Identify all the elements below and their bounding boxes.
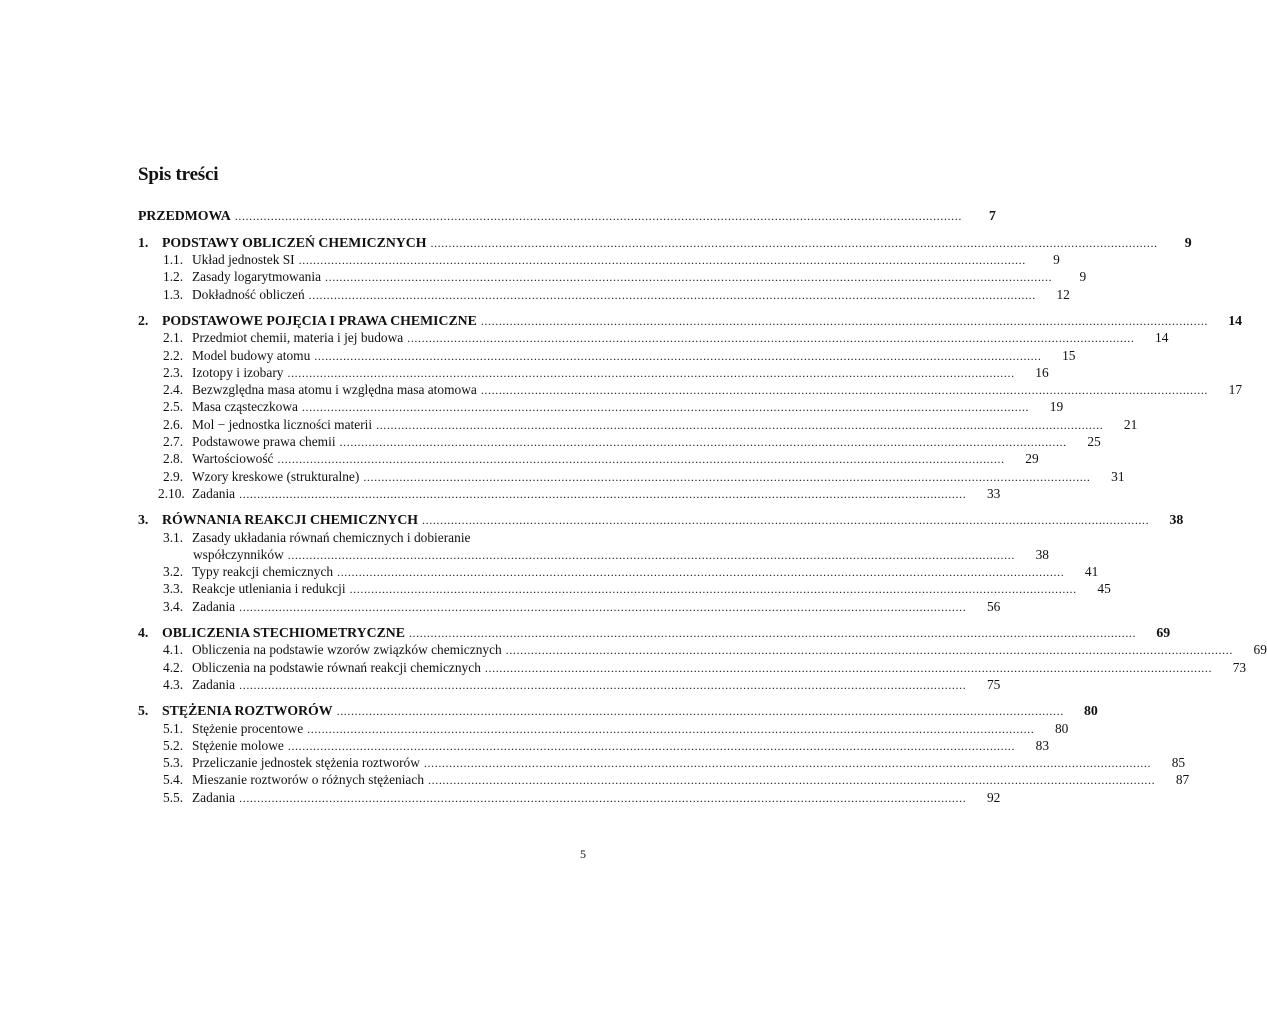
toc-section-entry[interactable] (138, 468, 1125, 485)
chapter-list (138, 224, 1267, 806)
leader-dots (288, 738, 1015, 755)
section-title: Podstawowe prawa chemii (192, 434, 336, 450)
chapter-page: 38 (1169, 512, 1184, 528)
leader-dots (239, 599, 966, 616)
page-title: Spis treści (138, 164, 219, 185)
leader-dots (314, 348, 1041, 365)
section-page: 56 (986, 598, 1001, 614)
section-title: Typy reakcji chemicznych (192, 564, 334, 580)
toc-chapter-entry[interactable] (138, 624, 1171, 641)
section-number: 2.1. (163, 330, 184, 346)
chapter-spacer (138, 224, 590, 234)
leader-dots (481, 313, 1208, 330)
chapter-title: PODSTAWOWE POJĘCIA I PRAWA CHEMICZNE (162, 312, 477, 328)
toc-section-entry[interactable] (138, 251, 1060, 268)
section-number: 2.4. (163, 382, 184, 398)
toc-chapter-entry[interactable] (138, 511, 1184, 528)
section-page: 9 (1079, 269, 1087, 285)
leader-dots (277, 451, 1004, 468)
chapter-title: PODSTAWY OBLICZEŃ CHEMICZNYCH (162, 234, 427, 250)
leader-dots (428, 772, 1155, 789)
section-page: 19 (1049, 399, 1064, 415)
leader-dots (288, 547, 1015, 564)
leader-dots (239, 486, 966, 503)
toc-chapter-entry[interactable] (138, 702, 1098, 719)
section-title: Reakcje utleniania i redukcji (192, 581, 346, 597)
leader-dots (337, 703, 1064, 720)
toc-chapter-entry[interactable] (138, 312, 1243, 329)
section-title: Wartościowość (192, 451, 274, 467)
toc-chapter-entry[interactable] (138, 234, 1192, 251)
section-title: Zadania (192, 598, 236, 614)
chapter-number: 3. (138, 512, 149, 528)
section-page: 73 (1232, 659, 1247, 675)
section-title: Stężenie molowe (192, 737, 284, 753)
toc-section-entry[interactable] (138, 268, 1087, 285)
section-title: Model budowy atomu (192, 347, 311, 363)
toc-section-entry[interactable] (138, 329, 1169, 346)
toc-section-entry[interactable] (138, 450, 1039, 467)
table-of-contents (138, 207, 1267, 806)
leader-dots (422, 512, 1149, 529)
chapter-title: STĘŻENIA ROZTWORÓW (162, 703, 333, 719)
leader-dots (363, 469, 1090, 486)
section-number: 5.4. (163, 772, 184, 788)
toc-section-entry[interactable] (138, 485, 1001, 502)
section-title: Obliczenia na podstawie równań reakcji chemicznych (192, 659, 481, 675)
section-page: 15 (1062, 347, 1076, 363)
section-page: 45 (1097, 581, 1111, 597)
section-title: Masa cząsteczkowa (192, 399, 298, 415)
section-title: Zasady logarytmowania (192, 269, 322, 285)
section-page: 31 (1111, 468, 1125, 484)
toc-entry-preface[interactable] (138, 207, 996, 224)
toc-section-entry[interactable] (138, 598, 1001, 615)
section-title-continued: współczynników (193, 546, 284, 562)
chapter-number: 2. (138, 312, 149, 328)
section-number: 1.1. (163, 252, 184, 268)
section-number: 4.3. (163, 676, 184, 692)
section-number: 2.9. (163, 468, 184, 484)
chapter-spacer (138, 502, 590, 511)
leader-dots (340, 434, 1067, 451)
section-number: 4.2. (163, 659, 184, 675)
leader-dots (337, 564, 1064, 581)
section-title: Stężenie procentowe (192, 720, 304, 736)
section-title: Mieszanie roztworów o różnych stężeniach (192, 772, 425, 788)
section-number: 2.6. (163, 416, 184, 432)
toc-section-entry[interactable] (138, 580, 1111, 597)
toc-section-entry[interactable] (138, 720, 1069, 737)
section-page: 41 (1084, 564, 1099, 580)
section-page: 38 (1035, 546, 1049, 562)
section-page: 87 (1175, 772, 1190, 788)
toc-entry-label: PRZEDMOWA (138, 208, 231, 223)
section-page: 85 (1171, 755, 1186, 771)
section-title: Bezwzględna masa atomu i względna masa atomowa (192, 382, 477, 398)
chapter-spacer (138, 615, 590, 624)
leader-dots (407, 330, 1134, 347)
toc-section-entry[interactable] (138, 416, 1138, 433)
section-title: Mol − jednostka liczności materii (192, 416, 373, 432)
section-page: 9 (1053, 252, 1060, 268)
chapter-number: 4. (138, 625, 149, 641)
leader-dots (235, 208, 962, 225)
section-number: 5.5. (163, 789, 184, 805)
section-title: Przeliczanie jednostek stężenia roztworów (192, 755, 420, 771)
chapter-title: OBLICZENIA STECHIOMETRYCZNE (162, 625, 405, 641)
section-title: Obliczenia na podstawie wzorów związków chemicznych (192, 642, 502, 658)
section-title: Zadania (192, 485, 236, 501)
toc-section-entry[interactable] (138, 676, 1001, 693)
section-page: 21 (1123, 416, 1138, 432)
leader-dots (485, 660, 1212, 677)
leader-dots (302, 399, 1029, 416)
leader-dots (350, 581, 1077, 598)
toc-section-entry[interactable] (138, 347, 1076, 364)
toc-section-entry[interactable] (138, 433, 1101, 450)
leader-dots (481, 382, 1208, 399)
toc-section-entry[interactable] (138, 286, 1070, 303)
section-number: 2.5. (163, 399, 184, 415)
section-page: 33 (986, 485, 1001, 501)
leader-dots (307, 721, 1034, 738)
toc-section-entry[interactable] (138, 659, 1247, 676)
section-number: 3.1. (163, 529, 184, 545)
section-title: Zadania (192, 789, 236, 805)
toc-section-entry[interactable] (138, 381, 1243, 398)
toc-section-entry[interactable] (138, 789, 1001, 806)
section-number: 3.2. (163, 564, 184, 580)
section-number: 3.3. (163, 581, 184, 597)
section-number: 5.3. (163, 755, 184, 771)
leader-dots (409, 625, 1136, 642)
section-title: Dokładność obliczeń (192, 286, 305, 302)
section-page: 25 (1087, 434, 1101, 450)
chapter-page: 69 (1156, 625, 1171, 641)
section-number: 5.1. (163, 720, 184, 736)
section-number: 4.1. (163, 642, 184, 658)
section-number: 2.8. (163, 451, 184, 467)
leader-dots (325, 269, 1052, 286)
toc-section-entry[interactable] (138, 364, 1049, 381)
section-title: Układ jednostek SI (192, 252, 295, 268)
chapter-page: 14 (1228, 312, 1243, 328)
toc-section-entry[interactable] (138, 529, 590, 546)
toc-section-entry[interactable] (138, 737, 1050, 754)
section-page: 92 (986, 789, 1001, 805)
toc-section-entry[interactable] (138, 563, 1099, 580)
section-page: 83 (1035, 737, 1050, 753)
section-number: 5.2. (163, 737, 184, 753)
chapter-page: 80 (1084, 703, 1098, 719)
section-number: 1.3. (163, 286, 184, 302)
section-page: 12 (1056, 286, 1070, 302)
section-page: 80 (1054, 720, 1069, 736)
section-page: 17 (1228, 382, 1243, 398)
toc-section-entry[interactable] (138, 754, 1186, 771)
section-page: 75 (986, 676, 1001, 692)
chapter-number: 1. (138, 234, 149, 250)
leader-dots (299, 252, 1026, 269)
section-number: 3.4. (163, 598, 184, 614)
leader-dots (309, 287, 1036, 304)
leader-dots (239, 677, 966, 694)
section-number: 2.10. (158, 485, 185, 501)
section-number: 2.2. (163, 347, 184, 363)
section-page: 69 (1253, 642, 1267, 658)
section-page: 14 (1155, 330, 1169, 346)
leader-dots (506, 642, 1233, 659)
toc-section-entry[interactable] (138, 398, 1064, 415)
chapter-page: 9 (1184, 234, 1192, 250)
section-number: 2.3. (163, 364, 184, 380)
leader-dots (287, 365, 1014, 382)
leader-dots (239, 790, 966, 807)
toc-entry-page: 7 (989, 208, 996, 223)
toc-section-entry-continued[interactable] (138, 546, 1049, 563)
section-title: Zadania (192, 676, 236, 692)
leader-dots (424, 755, 1151, 772)
section-title: Zasady układania równań chemicznych i dobieranie (192, 529, 471, 545)
section-page: 29 (1025, 451, 1039, 467)
chapter-number: 5. (138, 703, 149, 719)
section-title: Izotopy i izobary (192, 364, 284, 380)
leader-dots (430, 235, 1157, 252)
section-page: 16 (1035, 364, 1049, 380)
toc-section-entry[interactable] (138, 771, 1190, 788)
toc-section-entry[interactable] (138, 641, 1267, 658)
section-title: Wzory kreskowe (strukturalne) (192, 468, 360, 484)
leader-dots (376, 417, 1103, 434)
chapter-title: RÓWNANIA REAKCJI CHEMICZNYCH (162, 512, 419, 528)
section-number: 2.7. (163, 434, 184, 450)
chapter-spacer (138, 693, 590, 702)
footer-page-number: 5 (580, 847, 586, 861)
section-number: 1.2. (163, 269, 184, 285)
section-title: Przedmiot chemii, materia i jej budowa (192, 330, 404, 346)
chapter-spacer (138, 303, 590, 312)
